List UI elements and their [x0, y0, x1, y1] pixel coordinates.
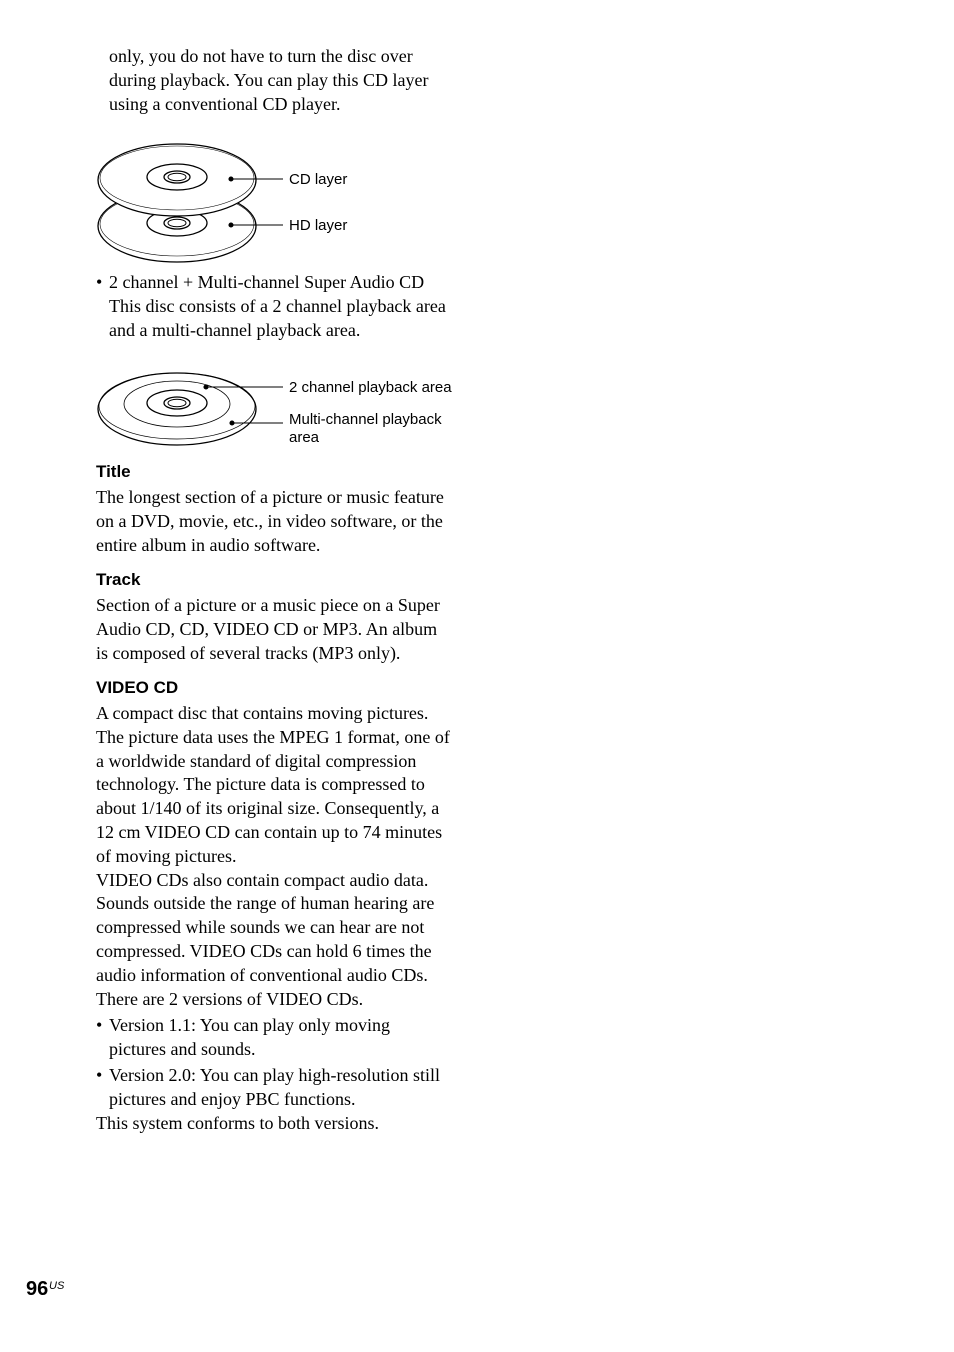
text-line: only, you do not have to turn the disc over: [109, 46, 413, 66]
title-heading: Title: [96, 462, 131, 481]
text-line: using a conventional CD player.: [109, 93, 341, 114]
text-line: Sounds outside the range of human hearing are: [96, 893, 435, 914]
text-line: and a multi-channel playback area.: [109, 319, 361, 340]
text-line: A compact disc that contains moving pictures.: [96, 703, 429, 723]
title-definition: [96, 486, 476, 557]
text-line: Audio CD, CD, VIDEO CD or MP3. An album: [96, 618, 438, 639]
text-line: Version 2.0: You can play high-resolution still: [109, 1065, 440, 1085]
hd-layer-label: HD layer: [289, 217, 348, 234]
text-line: Version 1.1: You can play only moving: [109, 1015, 390, 1035]
text-line: 2 channel + Multi-channel Super Audio CD: [109, 272, 425, 292]
list-item: [96, 271, 476, 343]
text-line: on a DVD, movie, etc., in video software, or the: [96, 510, 443, 531]
list-item: [96, 1014, 476, 1062]
text-line: about 1/140 of its original size. Consequently, a: [96, 798, 440, 819]
videocd-closing: This system conforms to both versions.: [96, 1113, 379, 1133]
cd-layer-label: CD layer: [289, 171, 348, 188]
text-line: Section of a picture or a music piece on a Super: [96, 595, 440, 615]
bullet-symbol: •: [96, 272, 103, 292]
text-line: 12 cm VIDEO CD can contain up to 74 minutes: [96, 821, 443, 842]
page-number: 96: [26, 1278, 49, 1300]
videocd-definition: [96, 702, 476, 1011]
text-line: VIDEO CDs also contain compact audio data.: [96, 869, 429, 890]
text-line: a worldwide standard of digital compression: [96, 750, 417, 771]
text-line: pictures and enjoy PBC functions.: [109, 1088, 356, 1109]
list-item: [96, 1064, 476, 1112]
track-definition: [96, 594, 476, 665]
text-line: is composed of several tracks (MP3 only).: [96, 642, 401, 663]
text-line: There are 2 versions of VIDEO CDs.: [96, 988, 364, 1009]
text-line: The longest section of a picture or music feature: [96, 487, 444, 507]
text-line: compressed. VIDEO CDs can hold 6 times the: [96, 940, 432, 961]
text-line: entire album in audio software.: [96, 534, 321, 555]
two-channel-label: 2 channel playback area: [289, 379, 452, 396]
videocd-heading: VIDEO CD: [96, 678, 179, 697]
text-line: audio information of conventional audio CDs.: [96, 964, 428, 985]
page-number-suffix: US: [49, 1280, 65, 1292]
text-line: compressed while sounds we can hear are not: [96, 917, 425, 938]
text-line: technology. The picture data is compressed to: [96, 774, 425, 795]
bullet-symbol: •: [96, 1065, 103, 1085]
multi-channel-label: [289, 411, 442, 447]
text-line: during playback. You can play this CD layer: [109, 69, 429, 90]
label-line: area: [289, 429, 320, 446]
bullet-symbol: •: [96, 1015, 103, 1035]
text-line: This disc consists of a 2 channel playback area: [109, 295, 446, 316]
text-line: pictures and sounds.: [109, 1038, 256, 1059]
sacd-areas-figure: [98, 373, 256, 445]
track-heading: Track: [96, 570, 141, 589]
label-line: Multi-channel playback: [289, 411, 442, 428]
text-line: The picture data uses the MPEG 1 format, one of: [96, 726, 450, 747]
text-line: of moving pictures.: [96, 845, 237, 866]
